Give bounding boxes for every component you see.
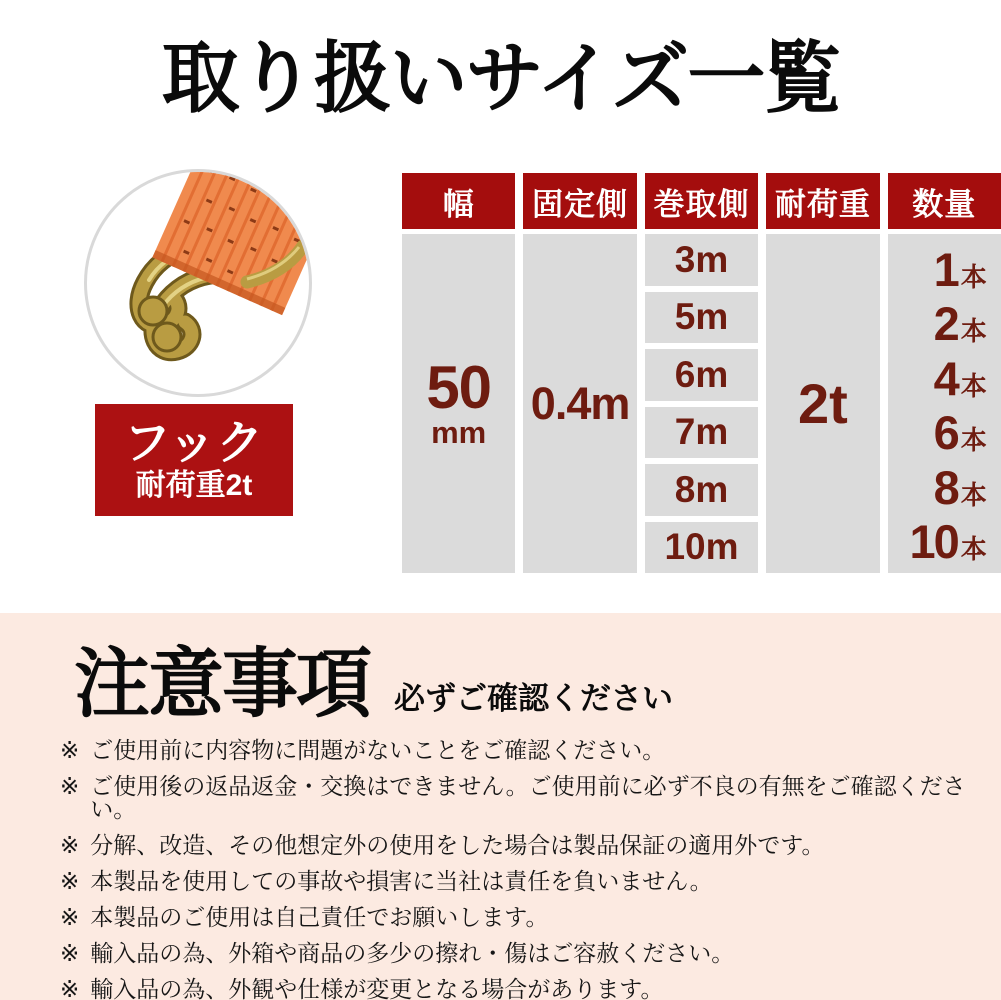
cell-quantity [888,234,1001,573]
cell-fixed-side [523,234,636,573]
quantity-number: 6 [933,406,958,460]
header-fixed-side: 固定側 [523,173,636,229]
quantity-row [902,243,987,296]
notice-item [60,739,1001,762]
quantity-row [902,406,987,460]
header-width: 幅 [402,173,515,229]
reference-mark: ※ [60,940,80,966]
width-value: 50 [426,353,492,421]
reference-mark: ※ [60,832,80,858]
quantity-row [902,351,987,405]
notice-item [60,906,1001,929]
winding-length-row: 5m [645,292,758,344]
notice-section [0,613,1001,1000]
cell-width [402,234,515,573]
column-winding-side [645,173,758,573]
product-photo-circle [84,169,312,397]
hook-capacity-label [95,404,293,516]
notice-item-text: 分解、改造、その他想定外の使用をした場合は製品保証の適用外です。 [90,832,825,858]
size-table [402,173,1001,573]
quantity-number: 1 [933,243,958,296]
notice-item-text: 本製品のご使用は自己責任でお願いします。 [90,904,549,930]
notice-item-text: ご使用後の返品返金・交換はできません。ご使用前に必ず不良の有無をご確認ください。 [90,773,966,822]
quantity-unit: 本 [960,316,987,347]
notice-item [60,775,1001,821]
quantity-number: 4 [933,351,958,405]
notice-list [60,739,1001,1000]
winding-length-row: 7m [645,407,758,459]
cell-load-capacity [766,234,879,573]
notice-subtitle: 必ずご確認ください [394,681,673,716]
quantity-row [902,460,987,514]
reference-mark: ※ [60,976,80,1000]
winding-length-row: 8m [645,464,758,516]
quantity-row [902,297,987,351]
notice-item [60,978,1001,1000]
header-load-capacity: 耐荷重 [766,173,879,229]
load-capacity-value: 2t [797,372,848,435]
notice-item-text: 輸入品の為、外観や仕様が変更となる場合があります。 [90,976,664,1000]
hook-strap-image [87,172,309,394]
quantity-number: 2 [933,297,958,351]
quantity-unit: 本 [960,425,987,456]
page-title: 取り扱いサイズ一覧 [161,34,840,122]
notice-item-text: 本製品を使用しての事故や損害に当社は責任を負いません。 [90,868,713,894]
header-winding-side: 巻取側 [645,173,758,229]
notice-item [60,942,1001,965]
quantity-unit: 本 [960,479,987,510]
column-fixed-side [523,173,636,573]
notice-item-text: 輸入品の為、外箱や商品の多少の擦れ・傷はご容赦ください。 [90,940,735,966]
notice-header [0,613,1001,727]
reference-mark: ※ [60,737,80,763]
winding-length-row: 10m [645,522,758,574]
hook-label-title: フック [123,415,265,469]
reference-mark: ※ [60,904,80,930]
quantity-row [902,514,987,568]
column-load-capacity [766,173,879,573]
winding-side-rows [645,234,758,573]
quantity-number: 8 [933,460,958,514]
column-width [402,173,515,573]
notice-item [60,870,1001,893]
header-quantity: 数量 [888,173,1001,229]
quantity-unit: 本 [960,262,987,292]
notice-item-text: ご使用前に内容物に問題がないことをご確認ください。 [90,737,666,763]
notice-title: 注意事項 [74,642,370,727]
reference-mark: ※ [60,868,80,894]
quantity-unit: 本 [960,370,987,401]
column-quantity [888,173,1001,573]
notice-item [60,834,1001,857]
winding-length-row: 6m [645,349,758,401]
width-unit: mm [431,414,487,450]
winding-length-row: 3m [645,234,758,286]
quantity-unit: 本 [960,533,987,564]
hook-label-capacity: 耐荷重2t [135,469,253,503]
fixed-side-value: 0.4m [530,377,630,429]
reference-mark: ※ [60,773,80,799]
quantity-number: 10 [909,514,958,568]
